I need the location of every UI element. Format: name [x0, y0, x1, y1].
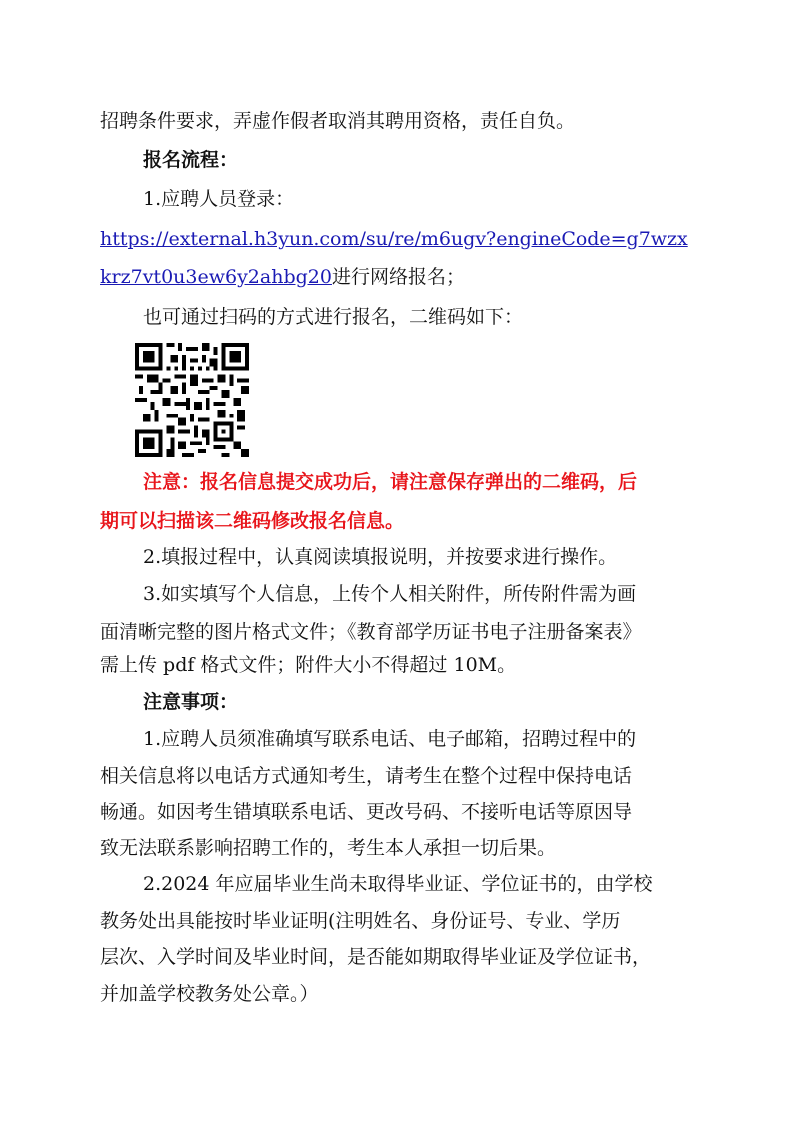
- step-1-text: 1.应聘人员登录：: [143, 188, 295, 210]
- step-3-line-3: 需上传 pdf 格式文件；附件大小不得超过 10M。: [100, 654, 517, 676]
- paragraph-line: 招聘条件要求，弄虚作假者取消其聘用资格，责任自负。: [100, 110, 576, 132]
- registration-link-line-1[interactable]: [100, 227, 688, 251]
- section-heading-notes: 注意事项：: [143, 691, 239, 713]
- step-3-line-1: 3.如实填写个人信息，上传个人相关附件，所传附件需为画: [143, 583, 637, 605]
- note-1-line-4: 致无法联系影响招聘工作的，考生本人承担一切后果。: [100, 837, 557, 859]
- notice-text-line-2: 期可以扫描该二维码修改报名信息。: [100, 510, 405, 532]
- qr-code-image: [135, 343, 249, 457]
- step-2-text: 2.填报过程中，认真阅读填报说明，并按要求进行操作。: [143, 546, 618, 568]
- registration-link-line-2: [100, 265, 465, 289]
- link-suffix-text: 进行网络报名；: [331, 266, 465, 288]
- note-1-line-1: 1.应聘人员须准确填写联系电话、电子邮箱，招聘过程中的: [143, 728, 637, 750]
- note-2-line-2: 教务处出具能按时毕业证明(注明姓名、身份证号、专业、学历: [100, 910, 621, 932]
- note-2-line-3: 层次、入学时间及毕业时间，是否能如期取得毕业证及学位证书，: [100, 946, 652, 968]
- step-3-line-2: 面清晰完整的图片格式文件；《教育部学历证书电子注册备案表》: [100, 621, 642, 643]
- note-1-line-3: 畅通。如因考生错填联系电话、更改号码、不接听电话等原因导: [100, 801, 633, 823]
- qr-intro-text: 也可通过扫码的方式进行报名，二维码如下：: [143, 306, 524, 328]
- note-2-line-1: 2.2024 年应届毕业生尚未取得毕业证、学位证书的，由学校: [143, 873, 653, 895]
- note-1-line-2: 相关信息将以电话方式通知考生，请考生在整个过程中保持电话: [100, 765, 633, 787]
- note-2-line-4: 并加盖学校教务处公章。）: [100, 983, 319, 1005]
- registration-link[interactable]: https://external.h3yun.com/su/re/m6ugv?engineCode=g7wzx: [100, 228, 688, 250]
- section-heading-process: 报名流程：: [143, 149, 239, 171]
- registration-link-continued[interactable]: krz7vt0u3ew6y2ahbg20: [100, 266, 332, 288]
- notice-text-line-1: 注意：报名信息提交成功后，请注意保存弹出的二维码，后: [143, 471, 638, 493]
